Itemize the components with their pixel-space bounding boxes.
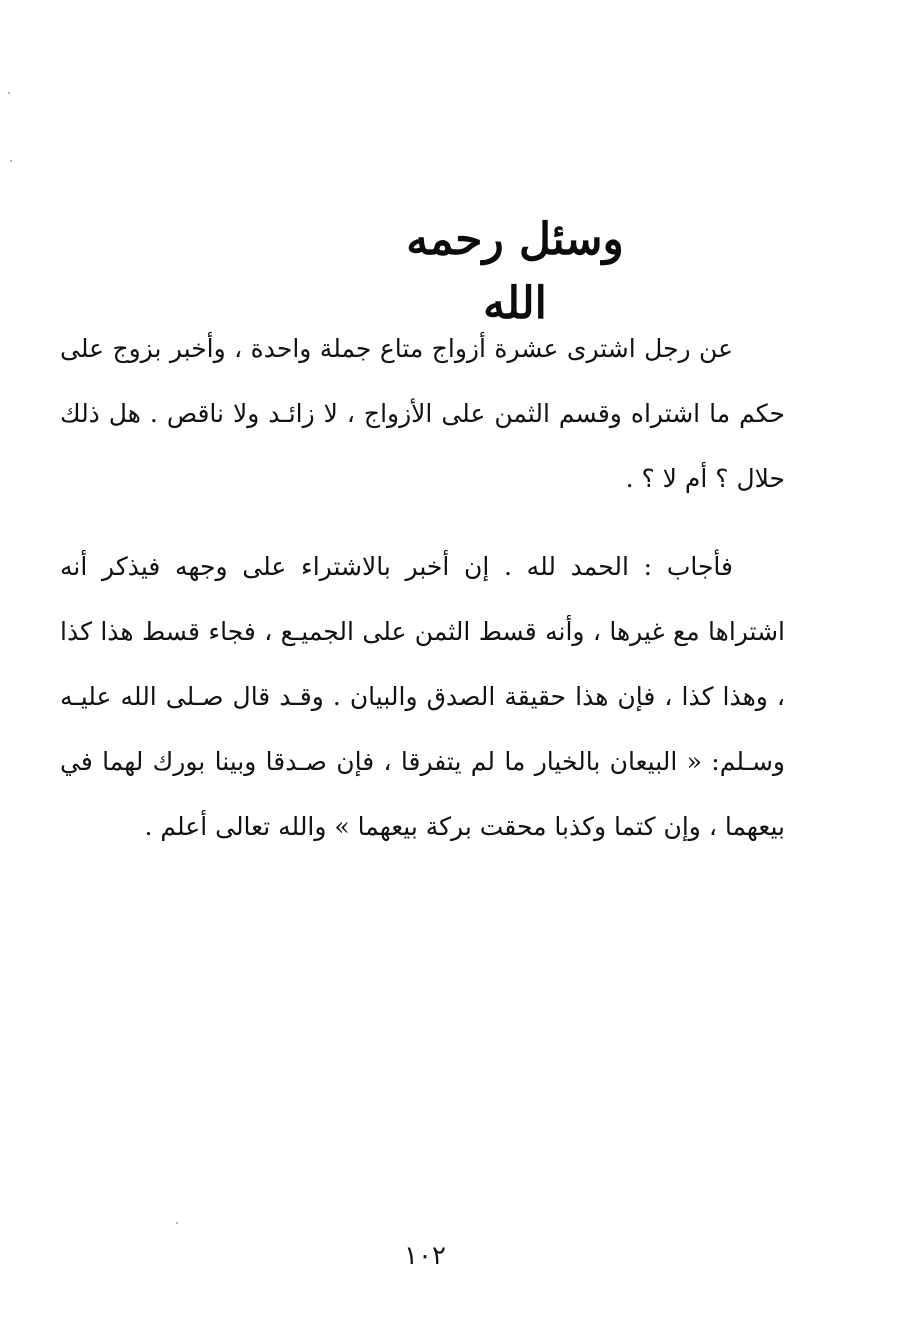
page-number: ١٠٢ xyxy=(404,1241,446,1271)
section-heading: وسئل رحمه الله xyxy=(406,214,624,329)
question-paragraph: عن رجل اشترى عشرة أزواج متاع جملة واحدة ، وأخبر بزوج على حكم ما اشتراه وقسم الثمن على الأزواج ، لا زائـد ولا ناقص . هل ذلك حلال ؟ أم لا ؟ . xyxy=(60,334,785,493)
scan-speck xyxy=(176,1222,178,1224)
scan-speck xyxy=(8,92,10,94)
answer-paragraph: فأجاب : الحمد لله . إن أخبر بالاشتراء على وجهه فيذكر أنه اشتراها مع غيرها ، وأنه قسط الثمن على الجميـع ، فجاء قسط هذا كذا ، وهذا كذا ، فإن هذا حقيقة الصدق والبيان . وقـد قال صـلى الله عليـه وسـلم: « البيعان بالخيار ما لم يتفرقا ، فإن صـدقا وبينا بورك لهما في بيعهما ، وإن كتما وكذبا محقت بركة بيعهما » والله تعالى أعلم . xyxy=(60,552,785,841)
scan-speck xyxy=(10,160,12,162)
